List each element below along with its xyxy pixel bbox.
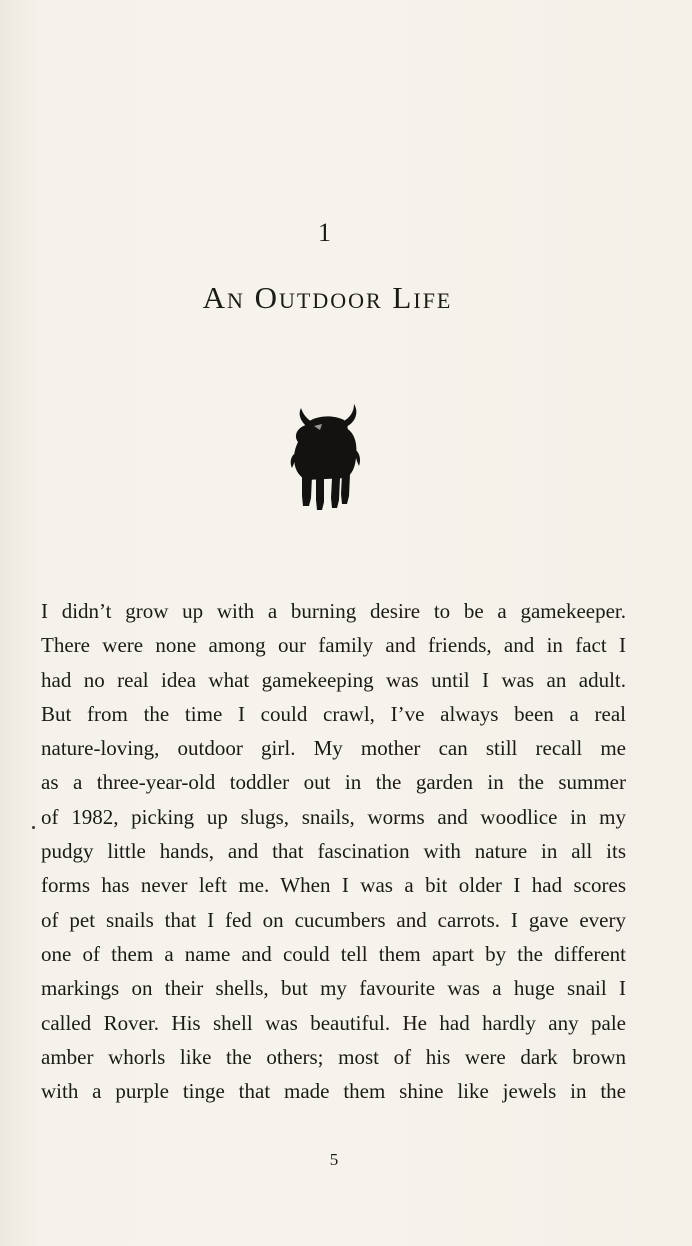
- text-line: of pet snails that I fed on cucumbers and carrots. I gave every: [41, 907, 626, 932]
- text-line: called Rover. His shell was beautiful. He had hardly any pale: [41, 1010, 626, 1035]
- text-line: There were none among our family and friends, and in fact I: [41, 633, 626, 658]
- highland-cow-icon: [276, 402, 376, 514]
- text-line: markings on their shells, but my favourite was a huge snail I: [41, 976, 626, 1001]
- text-line: one of them a name and could tell them apart by the different: [41, 941, 626, 966]
- text-line: nature-loving, outdoor girl. My mother can still recall me: [41, 736, 626, 761]
- text-line: had no real idea what gamekeeping was until I was an adult.: [41, 667, 626, 692]
- text-line: forms has never left me. When I was a bit older I had scores: [41, 873, 626, 898]
- text-line: But from the time I could crawl, I’ve always been a real: [41, 701, 626, 726]
- text-line: I didn’t grow up with a burning desire to be a gamekeeper.: [41, 599, 626, 623]
- text-line: of 1982, picking up slugs, snails, worms and woodlice in my: [41, 804, 626, 829]
- chapter-title: An Outdoor Life: [202, 280, 453, 315]
- text-line: as a three-year-old toddler out in the garden in the summer: [41, 770, 626, 795]
- text-line: with a purple tinge that made them shine like jewels in the: [41, 1079, 626, 1104]
- chapter-number: 1: [318, 218, 332, 247]
- text-line: amber whorls like the others; most of his were dark brown: [41, 1044, 626, 1069]
- page-number: 5: [329, 1150, 339, 1169]
- body-paragraph: [41, 594, 626, 1108]
- margin-mark: [32, 826, 35, 829]
- text-line: pudgy little hands, and that fascination with nature in all its: [41, 839, 626, 864]
